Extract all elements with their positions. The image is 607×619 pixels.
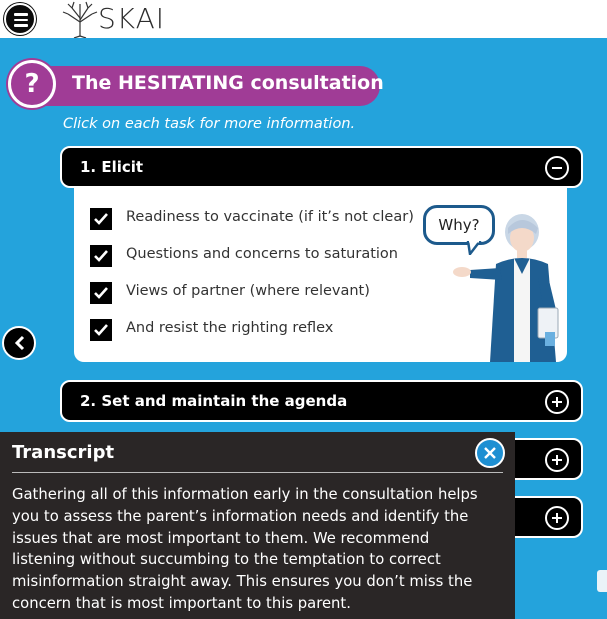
checkbox-checked-icon[interactable] [90,245,112,267]
speech-bubble [423,205,495,245]
scroll-handle[interactable] [597,570,607,592]
page-title: The HESITATING consultation [72,72,384,94]
top-bar [0,0,607,38]
hamburger-icon-line [14,24,28,27]
divider [12,472,503,473]
accordion-header-elicit[interactable] [60,146,583,188]
tree-logo-icon [60,0,100,38]
plus-icon[interactable] [545,506,569,530]
speech-bubble-text: Why? [438,216,480,234]
task-label: Views of partner (where relevant) [126,283,370,299]
chevron-left-icon [12,335,28,351]
plus-icon[interactable] [545,390,569,414]
menu-button[interactable] [4,3,36,35]
close-icon [484,447,496,459]
instruction-text: Click on each task for more information. [63,116,356,132]
accordion-header-agenda[interactable] [60,380,583,422]
plus-icon[interactable] [545,448,569,472]
question-icon [8,60,56,108]
back-button[interactable] [2,326,36,360]
transcript-line: issues that are most important to them. We recommend [12,529,430,547]
hamburger-icon-line [14,19,28,22]
checkbox-checked-icon[interactable] [90,282,112,304]
logo-text: SKAI [98,2,166,35]
task-label: Questions and concerns to saturation [126,246,398,262]
transcript-body [12,484,507,615]
transcript-line: concern that is most important to this parent. [12,594,351,612]
task-label: Readiness to vaccinate (if it’s not clear) [126,209,414,225]
transcript-title: Transcript [12,442,115,463]
accordion-label: 2. Set and maintain the agenda [80,392,348,410]
checkbox-checked-icon[interactable] [90,319,112,341]
transcript-line: listening without succumbing to the temptation to correct [12,551,441,569]
checkbox-checked-icon[interactable] [90,208,112,230]
hamburger-icon [14,13,28,16]
accordion-label: 1. Elicit [80,158,144,176]
question-glyph: ? [24,69,40,99]
minus-icon[interactable] [545,156,569,180]
transcript-line: Gathering all of this information early in the consultation helps [12,486,478,503]
task-label: And resist the righting reflex [126,320,334,336]
close-button[interactable] [475,438,505,468]
transcript-line: you to assess the parent’s information needs and identify the [12,507,469,525]
transcript-panel [0,432,515,619]
speech-bubble-tail-icon [466,241,482,255]
transcript-line: misinformation straight away. This ensures you don’t miss the [12,573,473,591]
